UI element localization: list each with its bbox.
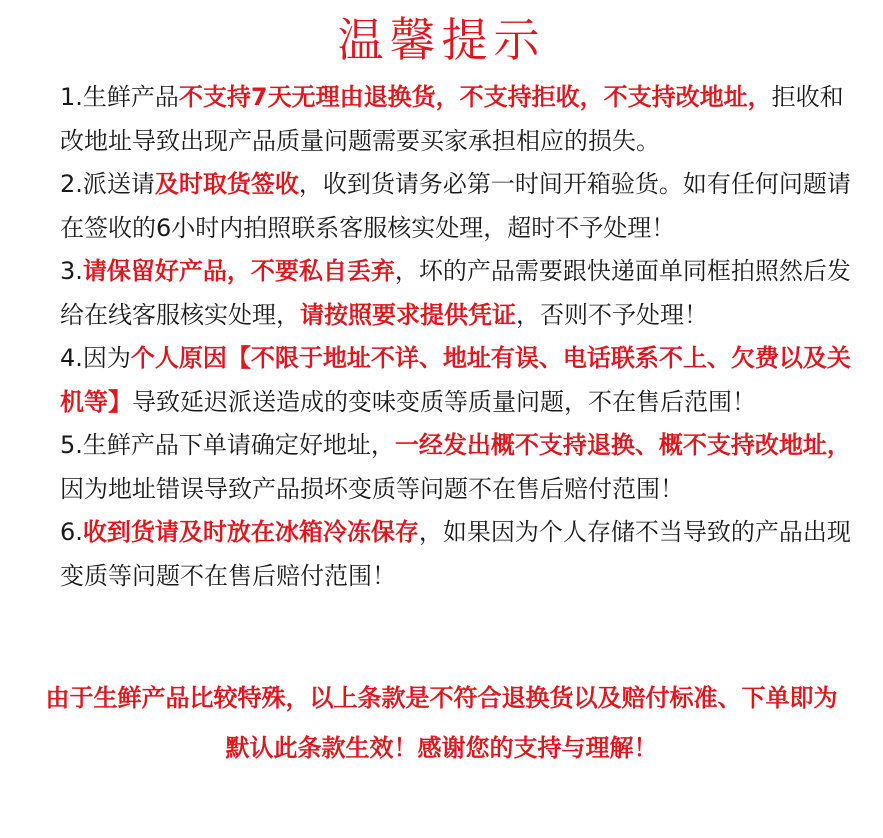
notice-text: ，坏的产品需要跟快递面单同框拍照然后发给在线客服核实处理， bbox=[60, 257, 851, 329]
notice-list bbox=[60, 76, 860, 598]
notice-text: 1.生鲜产品 bbox=[60, 83, 179, 111]
notice-highlight: 一经发出概不支持退换、概不支持改地址， bbox=[394, 431, 851, 459]
notice-text: 2.派送请 bbox=[60, 170, 155, 198]
notice-text: 拒收和改地址导致出现产品质量问题需要买家承担相应的损失。 bbox=[60, 83, 844, 155]
notice-highlight: 请保留好产品，不要私自丢弃 bbox=[82, 257, 395, 285]
notice-highlight: 请按照要求提供凭证 bbox=[300, 300, 516, 329]
notice-item-3 bbox=[60, 250, 860, 337]
notice-text: 导致延迟派送造成的变味变质等质量问题，不在售后范围！ bbox=[132, 387, 756, 416]
notice-highlight: 个人原因【不限于地址不详、地址有误、电话联系不上、欠费以及关机等】 bbox=[60, 344, 851, 416]
notice-text: 5.生鲜产品下单请确定好地址， bbox=[60, 431, 395, 459]
notice-highlight: 不支持7天无理由退换货，不支持拒收，不支持改地址， bbox=[178, 83, 772, 111]
notice-text: 因为地址错误导致产品损坏变质等问题不在售后赔付范围！ bbox=[60, 474, 684, 503]
notice-text: ，收到货请务必第一时间开箱验货。如有任何问题请在签收的6小时内拍照联系客服核实处理，超时不予处理！ bbox=[60, 170, 851, 242]
notice-highlight: 收到货请及时放在冰箱冷冻保存 bbox=[82, 518, 419, 546]
notice-item-6 bbox=[60, 511, 860, 598]
notice-item-2 bbox=[60, 163, 860, 250]
notice-text: 6. bbox=[60, 518, 83, 546]
notice-text: ，否则不予处理！ bbox=[516, 300, 708, 329]
notice-title: 温馨提示 bbox=[337, 13, 546, 67]
notice-text: 3. bbox=[60, 257, 83, 285]
notice-item-4 bbox=[60, 337, 860, 424]
notice-highlight: 及时取货签收 bbox=[154, 170, 299, 198]
notice-text: 4.因为 bbox=[60, 344, 131, 372]
notice-text: ，如果因为个人存储不当导致的产品出现变质等问题不在售后赔付范围！ bbox=[60, 518, 851, 590]
notice-footer: 由于生鲜产品比较特殊，以上条款是不符合退换货以及赔付标准、下单即为默认此条款生效！感谢您的支持与理解！ bbox=[45, 684, 838, 762]
notice-item-1 bbox=[60, 76, 860, 163]
notice-item-5 bbox=[60, 424, 860, 511]
